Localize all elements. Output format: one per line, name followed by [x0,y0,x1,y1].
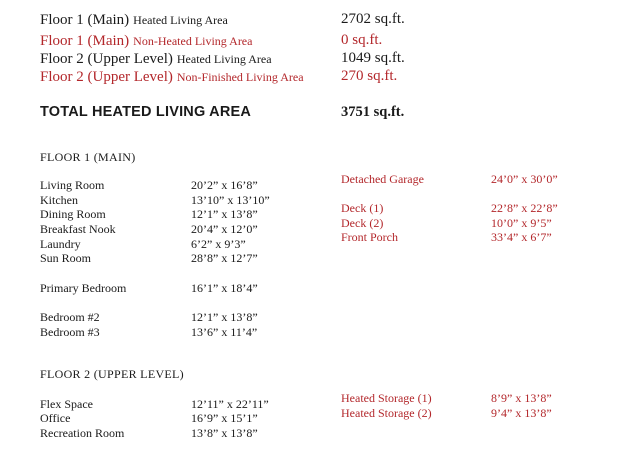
room-dimensions: 16’1” x 18’4” [191,281,258,295]
room-dimensions: 20’4” x 12’0” [191,222,258,236]
summary-area-type: Heated Living Area [133,13,228,27]
room-name: Recreation Room [40,426,125,440]
summary-floor: Floor 2 (Upper Level) [40,51,173,67]
summary-row-2 [40,32,252,50]
room-dimensions: 20’2” x 16’8” [191,178,258,192]
room-name: Kitchen [40,193,78,207]
room-dimensions: 12’1” x 13’8” [191,310,258,324]
room-dimensions: 13’6” x 11’4” [191,325,258,339]
summary-row-1 [40,11,228,29]
room-name: Breakfast Nook [40,222,116,236]
exterior-name: Front Porch [341,230,398,244]
room-dimensions: 12’1” x 13’8” [191,207,258,221]
room-name: Primary Bedroom [40,281,127,295]
room-name: Living Room [40,178,105,192]
room-dimensions: 12’11” x 22’11” [191,397,269,411]
summary-value: 2702 sq.ft. [341,11,405,27]
room-dimensions: 13’10” x 13’10” [191,193,270,207]
room-name: Bedroom #3 [40,325,100,339]
floor2-heading: FLOOR 2 (UPPER LEVEL) [40,367,184,381]
summary-area-type: Non-Finished Living Area [176,70,304,84]
exterior-name: Deck (2) [341,216,384,230]
summary-floor: Floor 1 (Main) [40,33,130,49]
room-dimensions: 16’9” x 15’1” [191,411,258,425]
summary-row-4 [40,68,304,86]
summary-value: 0 sq.ft. [341,32,383,48]
storage-name: Heated Storage (2) [341,406,432,420]
storage-dimensions: 9’4” x 13’8” [491,406,552,420]
exterior-name: Deck (1) [341,201,384,215]
storage-dimensions: 8’9” x 13’8” [491,391,552,405]
room-dimensions: 13’8” x 13’8” [191,426,258,440]
exterior-dimensions: 33’4” x 6’7” [491,230,552,244]
summary-floor: Floor 1 (Main) [40,12,130,28]
floor1-heading: FLOOR 1 (MAIN) [40,150,136,164]
room-name: Laundry [40,237,81,251]
total-label: TOTAL HEATED LIVING AREA [40,104,252,120]
room-name: Sun Room [40,251,92,265]
total-value: 3751 sq.ft. [341,104,405,120]
exterior-dimensions: 24’0” x 30’0” [491,172,558,186]
exterior-dimensions: 22’8” x 22’8” [491,201,558,215]
room-name: Bedroom #2 [40,310,100,324]
exterior-dimensions: 10’0” x 9’5” [491,216,552,230]
summary-value: 270 sq.ft. [341,68,398,84]
summary-row-3 [40,50,272,68]
room-dimensions: 6’2” x 9’3” [191,237,246,251]
room-name: Dining Room [40,207,106,221]
summary-value: 1049 sq.ft. [341,50,405,66]
summary-floor: Floor 2 (Upper Level) [40,69,173,85]
exterior-name: Detached Garage [341,172,424,186]
summary-area-type: Heated Living Area [176,52,272,66]
room-dimensions: 28’8” x 12’7” [191,251,258,265]
storage-name: Heated Storage (1) [341,391,432,405]
summary-area-type: Non-Heated Living Area [133,34,253,48]
room-name: Office [40,411,71,425]
room-name: Flex Space [40,397,93,411]
